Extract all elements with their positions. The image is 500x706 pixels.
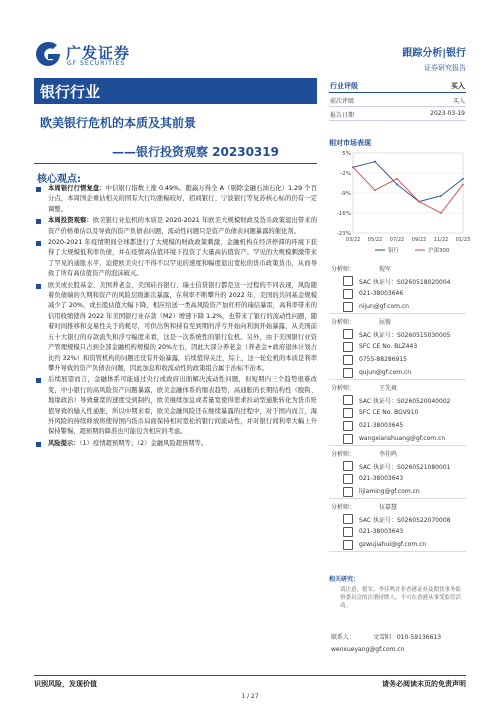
x-tick-label: 09/22	[411, 237, 427, 243]
analyst-role: 分析师：	[331, 385, 356, 392]
rating-row: 报告日期 2023-03-19	[329, 107, 466, 121]
analyst-name: 伍嘉慧	[379, 504, 398, 511]
rating-header: 行业评级 买入	[329, 78, 466, 93]
analyst-divider	[329, 445, 466, 446]
analyst-role: 分析师：	[331, 451, 356, 458]
related-note: 请注意，倪军、李佳鸣并非香港证券及期货事务监察委员会的注册持牌人，不可在香港从事受监管活动。	[340, 587, 462, 609]
analyst-email: lijiaming@gf.com.cn	[359, 488, 420, 495]
bullet-icon	[36, 284, 41, 289]
x-tick-label: 11/22	[433, 237, 449, 243]
contact-email[interactable]: wenxueyang@gf.com.cn	[331, 646, 405, 653]
bullet-icon	[36, 378, 41, 383]
report-type-tag: 跟踪分析|银行	[402, 48, 466, 59]
email-icon	[343, 434, 353, 444]
related-heading: 相关研究：	[329, 576, 360, 583]
cert-icon	[343, 461, 353, 471]
analyst-role: 分析师：	[331, 504, 356, 511]
page-number: 1 / 27	[241, 693, 259, 700]
analyst-cert: SAC 执证号：S0260520040002	[359, 398, 451, 405]
bullet-icon	[36, 219, 41, 224]
cert-icon	[343, 276, 353, 286]
email-icon	[343, 540, 353, 550]
series-line-index	[353, 167, 463, 213]
analyst-phone: 021-38003645	[359, 422, 404, 429]
contact-line: 联系人： 文雪阳 010-59136613	[331, 634, 442, 641]
series-line-bank	[353, 162, 463, 202]
header-tags	[402, 44, 466, 73]
analyst-email: gzwujiahui@gf.com.cn	[359, 541, 427, 548]
cert-icon	[343, 514, 353, 524]
cert-icon	[343, 395, 353, 405]
analyst-cert2: SFC CE No. BLZ443	[359, 343, 418, 350]
series-point	[374, 161, 376, 163]
analyst-name: 李佳鸣	[379, 451, 398, 458]
analyst-cert: SAC 执证号：S0260521080001	[359, 464, 451, 471]
bullet-icon	[36, 187, 41, 192]
analyst-card	[329, 381, 466, 447]
x-tick-label: 01/23	[455, 237, 471, 243]
analyst-role: 分析师：	[331, 266, 356, 273]
series-point	[462, 184, 464, 186]
paragraph: 后续展望而言，金融体系可能通过央行或政府出面解决流动性问题，但短期内三个趋势很难改变，中小银行的高风险资产问题暴露，欧美金融体系的缩表趋势，高通胀的长期结构性（脱钩、地缘政治）导致量宽的速度受到制约，欧美继续加息或者量宽使得需求拉动型通胀转化为货币贬值导致的输入性通胀，所以中期来看，欧美金融风险还在继续暴露的过程中，对于国内而言，海外风险的持续释放将使得国内货币局面保持相对宽松的银行间流动性，并对银行间利率大幅上升保持警惕，超预期的降准也可能包含相应的考虑。	[34, 375, 317, 437]
gf-logo	[34, 40, 144, 70]
analyst-cert: SAC 执证号：S0260515030005	[359, 332, 451, 339]
analyst-email: qujun@gf.com.cn	[359, 369, 412, 376]
legend-label: 沪深300	[428, 248, 450, 254]
analyst-divider	[329, 498, 466, 499]
analyst-name: 倪军	[379, 266, 392, 273]
paragraph: 风险提示：（1）疫情超预期等；（2）金融风险超预期等。	[34, 439, 317, 449]
series-point	[396, 184, 398, 186]
analyst-divider	[329, 313, 466, 314]
y-tick-label: -9%	[340, 191, 351, 197]
legend-label: 银行	[388, 248, 400, 254]
report-category: 证券研究报告	[424, 64, 466, 72]
x-tick-label: 05/22	[367, 237, 383, 243]
analyst-cert: SAC 执证号：S0260522070008	[359, 517, 451, 524]
series-point	[462, 178, 464, 180]
cert-icon	[343, 329, 353, 339]
brand-name-cn: 广发证券	[66, 44, 131, 62]
y-tick-label: 5%	[342, 151, 351, 157]
industry-title: 银行行业	[40, 83, 101, 101]
analyst-phone: 021-38003643	[359, 528, 404, 535]
paragraph: 本周银行行情复盘：中信银行指数上涨 0.49%。跑赢万得全 A（剔除金融石油石化）1.29 个百分点，本周国企重估相关的国有大行均涨幅较好，招商银行、宁波银行等复苏核心标的仍有一定调整。	[34, 184, 317, 215]
analyst-card	[329, 447, 466, 500]
rating-row: 前次评级 买入	[329, 93, 466, 107]
analyst-card	[329, 315, 466, 381]
analyst-phone: 021-38003643	[359, 475, 404, 482]
analyst-phone: 021-38003646	[359, 290, 404, 297]
x-tick-label: 07/22	[389, 237, 405, 243]
paragraph: 本周投资观察：欧美银行业危机的本质是 2020-2021 年欧美大规模财政及货币政策退出带来的资产价格重估以及导致的资产负债表问题，流动性问题只是资产负债表问题暴露的催化剂。	[34, 216, 317, 237]
y-tick-label: -23%	[336, 231, 351, 237]
industry-band	[34, 78, 317, 104]
bullet-icon	[36, 241, 41, 246]
core-views-heading: 核心观点:	[37, 174, 81, 185]
email-icon	[343, 302, 353, 312]
performance-chart	[329, 149, 471, 257]
phone-icon	[343, 474, 353, 484]
performance-title: 相对市场表现	[329, 139, 371, 147]
series-point	[396, 178, 398, 180]
phone-icon	[343, 289, 353, 299]
phone-icon	[343, 527, 353, 537]
rating-table	[329, 78, 466, 121]
analyst-divider	[329, 379, 466, 380]
series-point	[418, 201, 420, 203]
footer-slogan: 识别风险，发现价值	[34, 680, 97, 688]
gf-logo-mark-icon	[34, 40, 62, 68]
analyst-card	[329, 262, 466, 315]
paragraph: 2020-2021 年疫情期间全球都进行了大规模的财政政策刺激，金融机构在经济停滞的环境下获得了大规模低利率负债，并在疫情高估值环境下投资了大量高估值资产。罕见的大规模刺激带来了罕见的通胀水平，迫使欧美央行不得不以罕见的速度和幅度退出宽松的货币政策货币，从而导致了所有高估值资产的泡沫破灭。	[34, 238, 317, 280]
analyst-phone: 0755-88286915	[359, 356, 407, 363]
phone-icon	[343, 421, 353, 431]
bullet-icon	[36, 442, 41, 447]
contact-block	[329, 630, 466, 668]
analyst-email: wangxianshuang@gf.com.cn	[359, 435, 446, 442]
y-tick-label: -16%	[336, 211, 351, 217]
footer-disclaimer[interactable]: 请务必阅读末页的免责声明	[382, 680, 466, 688]
report-subtitle: ——银行投资观察 20230319	[112, 145, 279, 159]
title-divider	[34, 163, 317, 164]
footer-divider	[34, 675, 466, 676]
cert-icon	[343, 342, 353, 352]
analyst-role: 分析师：	[331, 319, 356, 326]
phone-icon	[343, 355, 353, 365]
series-point	[352, 166, 354, 168]
cert-icon	[343, 408, 353, 418]
analyst-email: nijun@gf.com.cn	[359, 303, 409, 310]
analyst-divider	[329, 551, 466, 552]
email-icon	[343, 368, 353, 378]
analyst-card	[329, 500, 466, 553]
x-tick-label: 03/22	[345, 237, 361, 243]
analyst-cert2: SFC CE No. BGV910	[359, 409, 419, 416]
analyst-name: 王先爽	[379, 385, 398, 392]
y-tick-label: -2%	[340, 171, 351, 177]
analyst-cert: SAC 执证号：S0260518020004	[359, 279, 451, 286]
report-title: 欧美银行危机的本质及其前景	[40, 116, 197, 130]
analyst-name: 屈俊	[379, 319, 392, 326]
core-views-body	[34, 184, 317, 450]
series-point	[374, 189, 376, 191]
brand-name-en: GF SECURITIES	[67, 60, 126, 67]
analyst-list	[329, 262, 466, 553]
series-point	[440, 195, 442, 197]
series-point	[440, 212, 442, 214]
paragraph: 欧美或长股基金、美国养老金、美国硅谷银行、瑞士信贷银行都是这一过程的不同表现，风险随着负债端的久期和资产的风险层级渐次暴露，在利率不断攀升的 2022 年，美国的共同基金规模减少了 20%，或长股估值大幅下降，相应给送一类高风险资产加杠杆的瑞信暴雷，高利率带来的信用收缩使得 2022 年美国银行业存款（M2）增速下降 1.2%，也带来了银行的流动性问题，随着时间推移和交易性关于的耗尽，可供出售和持有至到期的浮亏开始向利润开始暴露，从美国前五十大银行的存款流失和浮亏幅度来看，这是一次系统性的银行危机。另外，由于美国银行业资产管理规模只占到全部金融机构规模的 20%左右，因此大部分养老金（养老金+政府退休计划占比约 32%）和资管机构的问题还没有开始暴露，后续值得关注，综上，这一轮危机的本质是利率攀升导致的资产负债表问题，因此加息和收流动性的政策组合属于治标不治本。	[34, 281, 317, 375]
email-icon	[343, 487, 353, 497]
